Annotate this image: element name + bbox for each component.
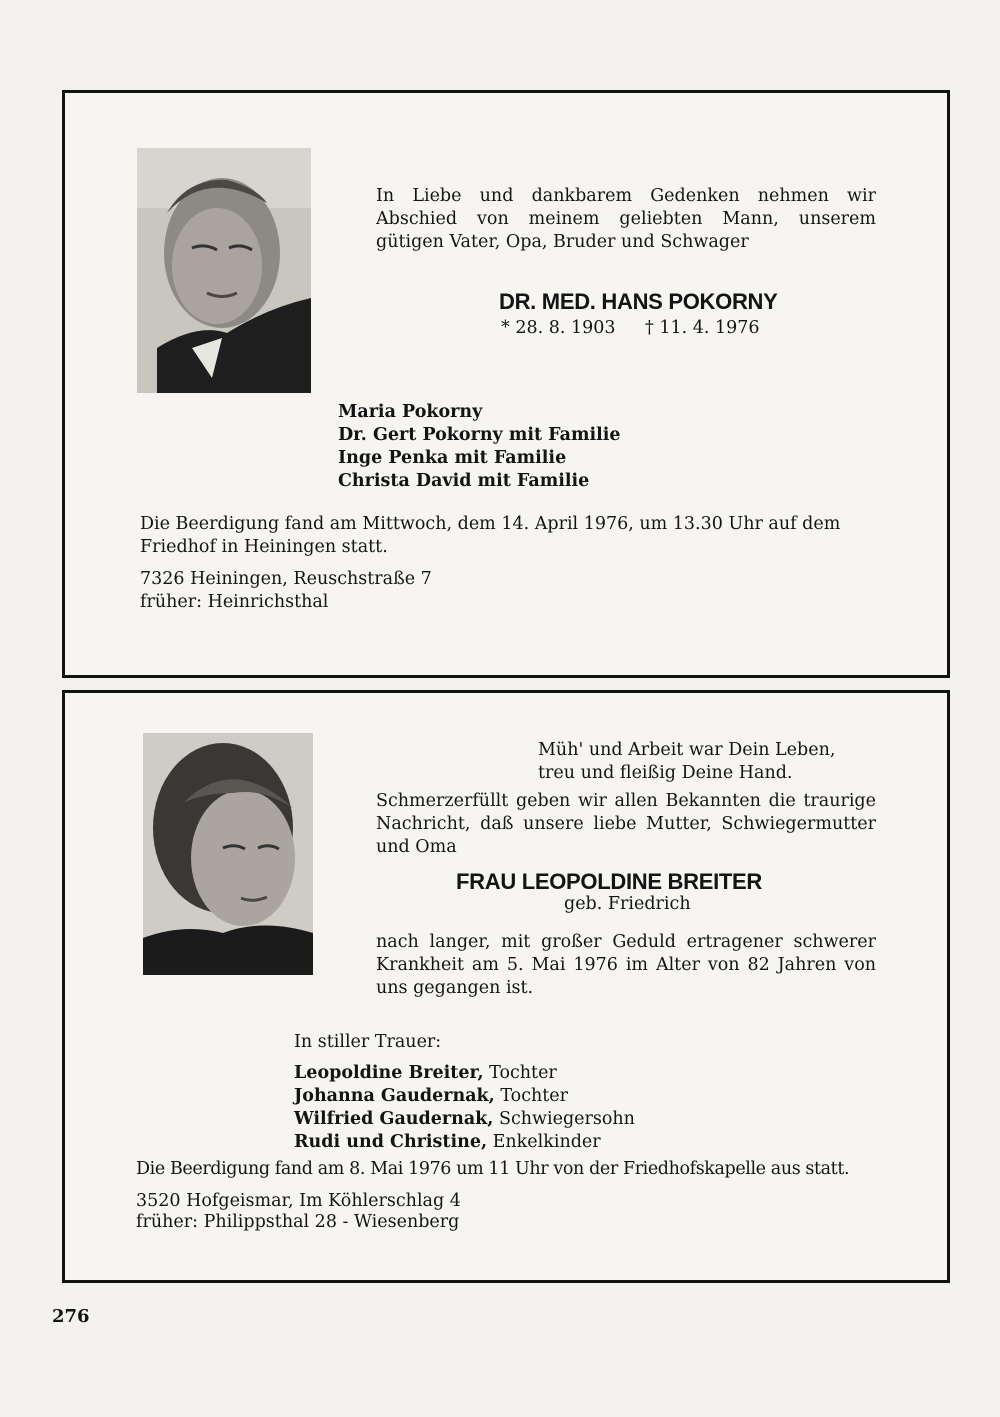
notice1-deceased-name: DR. MED. HANS POKORNY: [499, 289, 778, 314]
motto-line-2: treu und fleißig Deine Hand.: [538, 763, 793, 783]
mourner-2: Dr. Gert Pokorny mit Familie: [338, 425, 621, 445]
mourner-row: [294, 1108, 635, 1131]
notice2-passing-info: nach langer, mit großer Geduld ertragener schwerer Krankheit am 5. Mai 1976 im Alter von 82 Jahren von uns gegangen ist.: [376, 932, 876, 998]
obituary-notice-pokorny: [62, 90, 950, 678]
mourner-name: Rudi und Christine,: [294, 1132, 488, 1152]
portrait-man-image: [137, 148, 311, 393]
mourner-4: Christa David mit Familie: [338, 471, 590, 491]
mourner-relation: Enkelkinder: [487, 1132, 601, 1152]
mourner-3: Inge Penka mit Familie: [338, 448, 567, 468]
portrait-photo-hans-pokorny: [137, 148, 311, 393]
notice2-funeral-info: Die Beerdigung fand am 8. Mai 1976 um 11 Uhr von der Friedhofskapelle aus statt.: [136, 1159, 850, 1179]
mourner-1: Maria Pokorny: [338, 402, 483, 422]
mourner-name: Johanna Gaudernak,: [294, 1086, 495, 1106]
notice1-birth-date: * 28. 8. 1903: [501, 318, 616, 338]
portrait-photo-leopoldine-breiter: [143, 733, 313, 975]
obituary-notice-breiter: [62, 690, 950, 1283]
notice2-address: 3520 Hofgeismar, Im Köhlerschlag 4: [136, 1191, 461, 1211]
notice1-death-date: † 11. 4. 1976: [645, 318, 760, 338]
portrait-woman-image: [143, 733, 313, 975]
notice1-intro: In Liebe und dankbarem Gedenken nehmen wir Abschied von meinem geliebten Mann, unserem gütigen Vater, Opa, Bruder und Schwager: [376, 186, 876, 252]
mourner-relation: Schwiegersohn: [493, 1109, 635, 1129]
notice2-mourning-label: In stiller Trauer:: [294, 1032, 442, 1052]
notice1-mourners: [338, 401, 621, 493]
page-number: 276: [52, 1306, 90, 1327]
notice1-former-residence: früher: Heinrichsthal: [140, 592, 329, 612]
mourner-relation: Tochter: [483, 1063, 557, 1083]
notice2-mourners: [294, 1062, 635, 1154]
notice2-maiden-name: geb. Friedrich: [564, 894, 691, 914]
notice1-funeral-info: Die Beerdigung fand am Mittwoch, dem 14. April 1976, um 13.30 Uhr auf dem Friedhof in Heiningen statt.: [140, 514, 841, 557]
notice2-intro: Schmerzerfüllt geben wir allen Bekannten die traurige Nachricht, daß unsere liebe Mutter, Schwiegermutter und Oma: [376, 791, 876, 857]
mourner-row: [294, 1085, 635, 1108]
mourner-name: Wilfried Gaudernak,: [294, 1109, 494, 1129]
notice1-address: 7326 Heiningen, Reuschstraße 7: [140, 569, 432, 589]
mourner-row: [294, 1062, 635, 1085]
notice2-motto: [538, 739, 835, 785]
mourner-relation: Tochter: [494, 1086, 569, 1106]
mourner-name: Leopoldine Breiter,: [294, 1063, 484, 1083]
motto-line-1: Müh' und Arbeit war Dein Leben,: [538, 740, 836, 760]
notice2-deceased-name: FRAU LEOPOLDINE BREITER: [456, 869, 762, 894]
mourner-row: [294, 1131, 635, 1154]
notice2-former-residence: früher: Philippsthal 28 - Wiesenberg: [136, 1212, 460, 1232]
